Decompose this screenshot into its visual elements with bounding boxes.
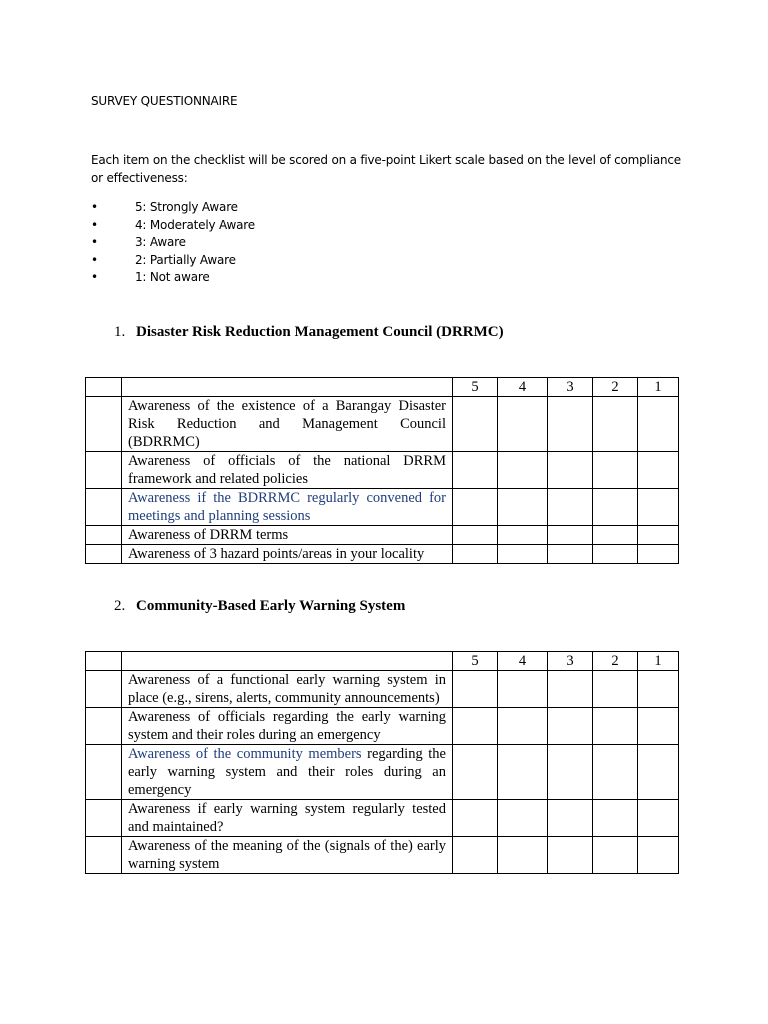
score-cell[interactable] [593, 489, 638, 526]
score-cell[interactable] [638, 489, 679, 526]
score-cell[interactable] [638, 671, 679, 708]
score-cell[interactable] [453, 489, 498, 526]
item-text: Awareness of DRRM terms [122, 526, 453, 545]
table-row [86, 452, 679, 489]
section-heading [114, 598, 405, 615]
score-cell[interactable] [498, 452, 548, 489]
score-cell[interactable] [638, 452, 679, 489]
item-text: Awareness if early warning system regularly tested and maintained? [122, 800, 453, 837]
score-cell[interactable] [638, 545, 679, 564]
score-cell[interactable] [638, 526, 679, 545]
score-cell[interactable] [548, 526, 593, 545]
scale-label: 5: Strongly Aware [135, 200, 238, 214]
table-row [86, 671, 679, 708]
table-row [86, 708, 679, 745]
score-cell[interactable] [548, 671, 593, 708]
score-header: 3 [548, 378, 593, 397]
score-header: 5 [453, 652, 498, 671]
list-item [91, 269, 255, 287]
score-cell[interactable] [498, 745, 548, 800]
score-cell[interactable] [638, 837, 679, 874]
score-header: 4 [498, 378, 548, 397]
score-cell[interactable] [453, 745, 498, 800]
score-cell[interactable] [548, 397, 593, 452]
item-text: Awareness of officials regarding the early warning system and their roles during an emergency [122, 708, 453, 745]
likert-scale-list [91, 199, 255, 287]
score-cell[interactable] [548, 708, 593, 745]
score-cell[interactable] [593, 708, 638, 745]
table-row [86, 526, 679, 545]
intro-paragraph: Each item on the checklist will be scored on a five-point Likert scale based on the level of compliance or effectiveness: [91, 153, 681, 185]
score-cell[interactable] [593, 745, 638, 800]
bullet-icon: • [91, 270, 98, 284]
score-cell[interactable] [498, 837, 548, 874]
score-cell[interactable] [593, 800, 638, 837]
score-cell[interactable] [638, 708, 679, 745]
list-item [91, 199, 255, 217]
score-cell[interactable] [498, 671, 548, 708]
score-cell[interactable] [453, 837, 498, 874]
table-row [86, 545, 679, 564]
score-cell[interactable] [593, 837, 638, 874]
score-header: 2 [593, 378, 638, 397]
item-text: Awareness of the meaning of the (signals of the) early warning system [122, 837, 453, 874]
bullet-icon: • [91, 252, 98, 267]
score-cell[interactable] [453, 671, 498, 708]
score-cell[interactable] [638, 397, 679, 452]
section-title: Community-Based Early Warning System [136, 598, 406, 614]
score-cell[interactable] [453, 545, 498, 564]
item-text-rest: regarding the early warning system and their roles during an emergency [128, 746, 446, 798]
score-cell[interactable] [593, 452, 638, 489]
score-cell[interactable] [453, 526, 498, 545]
score-cell[interactable] [453, 708, 498, 745]
score-cell[interactable] [548, 745, 593, 800]
score-cell[interactable] [453, 397, 498, 452]
score-header: 1 [638, 652, 679, 671]
score-header: 4 [498, 652, 548, 671]
score-cell[interactable] [498, 708, 548, 745]
score-cell[interactable] [453, 800, 498, 837]
section-number: 1. [114, 324, 126, 340]
score-cell[interactable] [593, 397, 638, 452]
scale-label: 4: Moderately Aware [135, 217, 255, 232]
score-header: 2 [593, 652, 638, 671]
page-title: SURVEY QUESTIONNAIRE [91, 94, 238, 108]
bullet-icon: • [91, 200, 98, 214]
score-cell[interactable] [498, 489, 548, 526]
drrmc-table [85, 377, 679, 564]
bullet-icon: • [91, 235, 98, 249]
item-text: Awareness of a functional early warning system in place (e.g., sirens, alerts, community announcements) [122, 671, 453, 708]
table-row [86, 489, 679, 526]
table-header-row [86, 652, 679, 671]
section-title: Disaster Risk Reduction Management Council (DRRMC) [136, 324, 504, 340]
table-row [86, 837, 679, 874]
score-cell[interactable] [548, 452, 593, 489]
section-number: 2. [114, 598, 126, 614]
score-header: 1 [638, 378, 679, 397]
scale-label: 3: Aware [135, 235, 186, 249]
scale-label: 2: Partially Aware [135, 252, 236, 267]
score-cell[interactable] [548, 545, 593, 564]
list-item [91, 217, 255, 235]
score-cell[interactable] [593, 526, 638, 545]
score-cell[interactable] [548, 837, 593, 874]
bullet-icon: • [91, 217, 98, 232]
score-header: 3 [548, 652, 593, 671]
scale-label: 1: Not aware [135, 270, 210, 284]
score-cell[interactable] [593, 545, 638, 564]
item-text: Awareness of officials of the national DRRM framework and related policies [122, 452, 453, 489]
table-row [86, 800, 679, 837]
score-cell[interactable] [498, 800, 548, 837]
early-warning-table [85, 651, 679, 874]
table-row [86, 397, 679, 452]
section-heading [114, 324, 504, 341]
item-text [122, 745, 453, 800]
score-cell[interactable] [498, 545, 548, 564]
table-header-row [86, 378, 679, 397]
score-cell[interactable] [548, 800, 593, 837]
table-row [86, 745, 679, 800]
item-text: Awareness of the existence of a Barangay Disaster Risk Reduction and Management Council (BDRRMC) [122, 397, 453, 452]
score-cell[interactable] [498, 526, 548, 545]
score-cell[interactable] [498, 397, 548, 452]
list-item [91, 252, 255, 270]
score-cell[interactable] [638, 800, 679, 837]
item-text: Awareness of 3 hazard points/areas in your locality [122, 545, 453, 564]
score-cell[interactable] [453, 452, 498, 489]
list-item [91, 234, 255, 252]
score-header: 5 [453, 378, 498, 397]
item-text-highlight: Awareness of the community members [128, 746, 362, 762]
item-text: Awareness if the BDRRMC regularly convened for meetings and planning sessions [122, 489, 453, 526]
score-cell[interactable] [593, 671, 638, 708]
score-cell[interactable] [548, 489, 593, 526]
score-cell[interactable] [638, 745, 679, 800]
